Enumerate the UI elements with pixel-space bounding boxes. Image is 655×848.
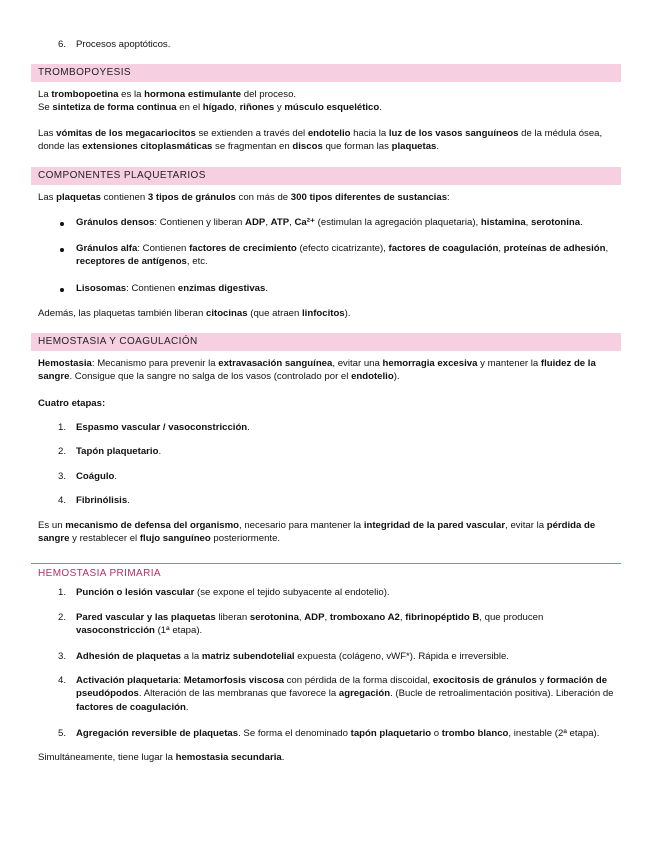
list-number: 3. bbox=[58, 651, 67, 662]
paragraph-hemostasia-def: Hemostasia: Mecanismo para prevenir la extravasación sanguínea, evitar una hemorragia excesiva y mantener la fluidez de la sangre. Consigue que la sangre no salga de los vasos (controlado por el endotelio). bbox=[38, 358, 596, 383]
paragraph-megacariocitos: Las vómitas de los megacariocitos se extienden a través del endotelio hacia la luz de los vasos sanguíneos de la médula ósea, donde las extensiones citoplasmáticas se fragmentan en discos que forman las plaquetas. bbox=[38, 128, 603, 153]
section-heading-trombopoyesis: TROMBOPOYESIS bbox=[31, 64, 621, 82]
section-heading-componentes: COMPONENTES PLAQUETARIOS bbox=[31, 167, 621, 185]
stage-item: Espasmo vascular / vasoconstricción. bbox=[76, 422, 250, 433]
list-number: 3. bbox=[58, 471, 67, 482]
paragraph-hemostasia-secundaria: Simultáneamente, tiene lugar la hemostasia secundaria. bbox=[38, 752, 285, 763]
primary-step: Activación plaquetaria: Metamorfosis viscosa con pérdida de la forma discoidal, exocitosis de gránulos y formación de pseudópodos. Alteración de las membranas que favorece la agregación. (Bucle de retroalimentación positiva). Liberación de factores de coagulación. bbox=[76, 675, 614, 713]
bullet-granulos-densos: Gránulos densos: Contienen y liberan ADP, ATP, Ca²⁺ (estimulan la agregación plaquetaria), histamina, serotonina. bbox=[76, 217, 583, 228]
bullet-lisosomas: Lisosomas: Contienen enzimas digestivas. bbox=[76, 283, 268, 294]
section-heading-hemostasia: HEMOSTASIA Y COAGULACIÓN bbox=[31, 333, 621, 351]
stage-item: Fibrinólisis. bbox=[76, 495, 130, 506]
list-item-text: Procesos apoptóticos. bbox=[76, 39, 171, 50]
primary-step: Punción o lesión vascular (se expone el tejido subyacente al endotelio). bbox=[76, 587, 390, 598]
list-number: 1. bbox=[58, 422, 67, 433]
primary-step: Pared vascular y las plaquetas liberan serotonina, ADP, tromboxano A2, fibrinopéptido B, que producen vasoconstricción (1ª etapa). bbox=[76, 612, 544, 637]
paragraph-trombopoetina: La trombopoetina es la hormona estimulante del proceso. Se sintetiza de forma continua en el hígado, riñones y músculo esquelético. bbox=[38, 89, 382, 114]
section-heading-hemostasia-primaria: HEMOSTASIA PRIMARIA bbox=[31, 563, 621, 581]
stages-title: Cuatro etapas: bbox=[38, 398, 106, 409]
bullet-icon bbox=[60, 222, 64, 226]
paragraph-mecanismo-defensa: Es un mecanismo de defensa del organismo, necesario para mantener la integridad de la pared vascular, evitar la pérdida de sangre y restablecer el flujo sanguíneo posteriormente. bbox=[38, 520, 596, 545]
list-number: 5. bbox=[58, 728, 67, 739]
bullet-icon bbox=[60, 288, 64, 292]
paragraph-plaquetas-granulos: Las plaquetas contienen 3 tipos de gránulos con más de 300 tipos diferentes de sustancias: bbox=[38, 192, 450, 203]
stage-item: Tapón plaquetario. bbox=[76, 446, 162, 457]
list-number: 2. bbox=[58, 612, 67, 623]
list-number: 4. bbox=[58, 675, 67, 686]
paragraph-citocinas: Además, las plaquetas también liberan citocinas (que atraen linfocitos). bbox=[38, 308, 351, 319]
list-number: 6. bbox=[58, 39, 67, 50]
bullet-granulos-alfa: Gránulos alfa: Contienen factores de crecimiento (efecto cicatrizante), factores de coagulación, proteínas de adhesión, receptores de antígenos, etc. bbox=[76, 243, 609, 268]
bullet-icon bbox=[60, 248, 64, 252]
stage-item: Coágulo. bbox=[76, 471, 118, 482]
list-number: 2. bbox=[58, 446, 67, 457]
list-number: 4. bbox=[58, 495, 67, 506]
primary-step: Adhesión de plaquetas a la matriz subendotelial expuesta (colágeno, vWF*). Rápida e irreversible. bbox=[76, 651, 509, 662]
primary-step: Agregación reversible de plaquetas. Se forma el denominado tapón plaquetario o trombo blanco, inestable (2ª etapa). bbox=[76, 728, 600, 739]
list-number: 1. bbox=[58, 587, 67, 598]
